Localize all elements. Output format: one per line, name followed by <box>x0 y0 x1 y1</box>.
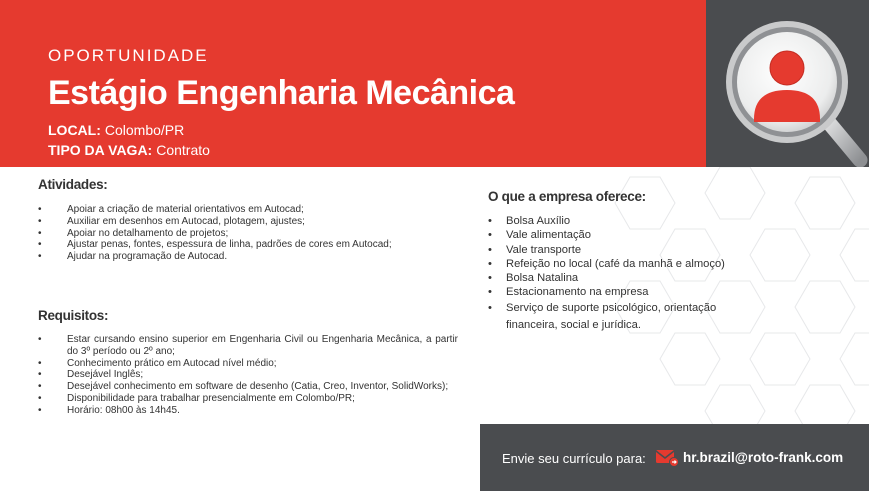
benefit-item: • Vale alimentação <box>488 228 758 242</box>
atividades-list <box>38 204 458 263</box>
requisitos-item: • Estar cursando ensino superior em Engenharia Civil ou Engenharia Mecânica, a partir do 3º período ou 2º ano; <box>38 334 458 358</box>
requisitos-title: Requisitos: <box>38 308 109 323</box>
requisitos-item: • Desejável Inglês; <box>38 369 458 381</box>
location-value: Colombo/PR <box>104 122 185 138</box>
job-title: Estágio Engenharia Mecânica <box>48 74 515 112</box>
atividades-item: • Apoiar no detalhamento de projetos; <box>38 228 458 240</box>
atividades-item: • Ajustar penas, fontes, espessura de linha, padrões de cores em Autocad; <box>38 239 458 251</box>
atividades-item: • Ajudar na programação de Autocad. <box>38 251 458 263</box>
contact-prompt: Envie seu currículo para: <box>502 451 646 466</box>
requisitos-item: • Conhecimento prático em Autocad nível médio; <box>38 358 458 370</box>
benefit-item: • Serviço de suporte psicológico, orientação financeira, social e jurídica. <box>488 300 758 334</box>
atividades-title: Atividades: <box>38 177 108 192</box>
requisitos-item: • Disponibilidade para trabalhar presencialmente em Colombo/PR; <box>38 393 458 405</box>
benefits-title: O que a empresa oferece: <box>488 189 646 204</box>
benefit-item: • Bolsa Auxílio <box>488 214 758 228</box>
job-type <box>48 142 210 158</box>
job-type-value: Contrato <box>156 142 210 158</box>
benefit-item: • Bolsa Natalina <box>488 271 758 285</box>
job-type-label: TIPO DA VAGA: <box>48 142 153 158</box>
opportunity-kicker: OPORTUNIDADE <box>48 46 209 65</box>
benefit-item: • Estacionamento na empresa <box>488 285 758 299</box>
magnifier-person-icon <box>718 12 869 167</box>
requisitos-item: • Horário: 08h00 às 14h45. <box>38 405 458 417</box>
job-location <box>48 122 184 138</box>
location-label: LOCAL: <box>48 122 101 138</box>
benefit-item: • Vale transporte <box>488 243 758 257</box>
mail-icon <box>655 447 679 467</box>
contact-email-link[interactable]: hr.brazil@roto-frank.com <box>683 450 844 465</box>
atividades-item: • Apoiar a criação de material orientativos em Autocad; <box>38 204 458 216</box>
benefits-list <box>488 214 758 334</box>
atividades-item: • Auxiliar em desenhos em Autocad, plotagem, ajustes; <box>38 216 458 228</box>
requisitos-item: • Desejável conhecimento em software de desenho (Catia, Creo, Inventor, SolidWorks); <box>38 381 458 393</box>
requisitos-list <box>38 334 458 417</box>
benefit-item: • Refeição no local (café da manhã e almoço) <box>488 257 758 271</box>
